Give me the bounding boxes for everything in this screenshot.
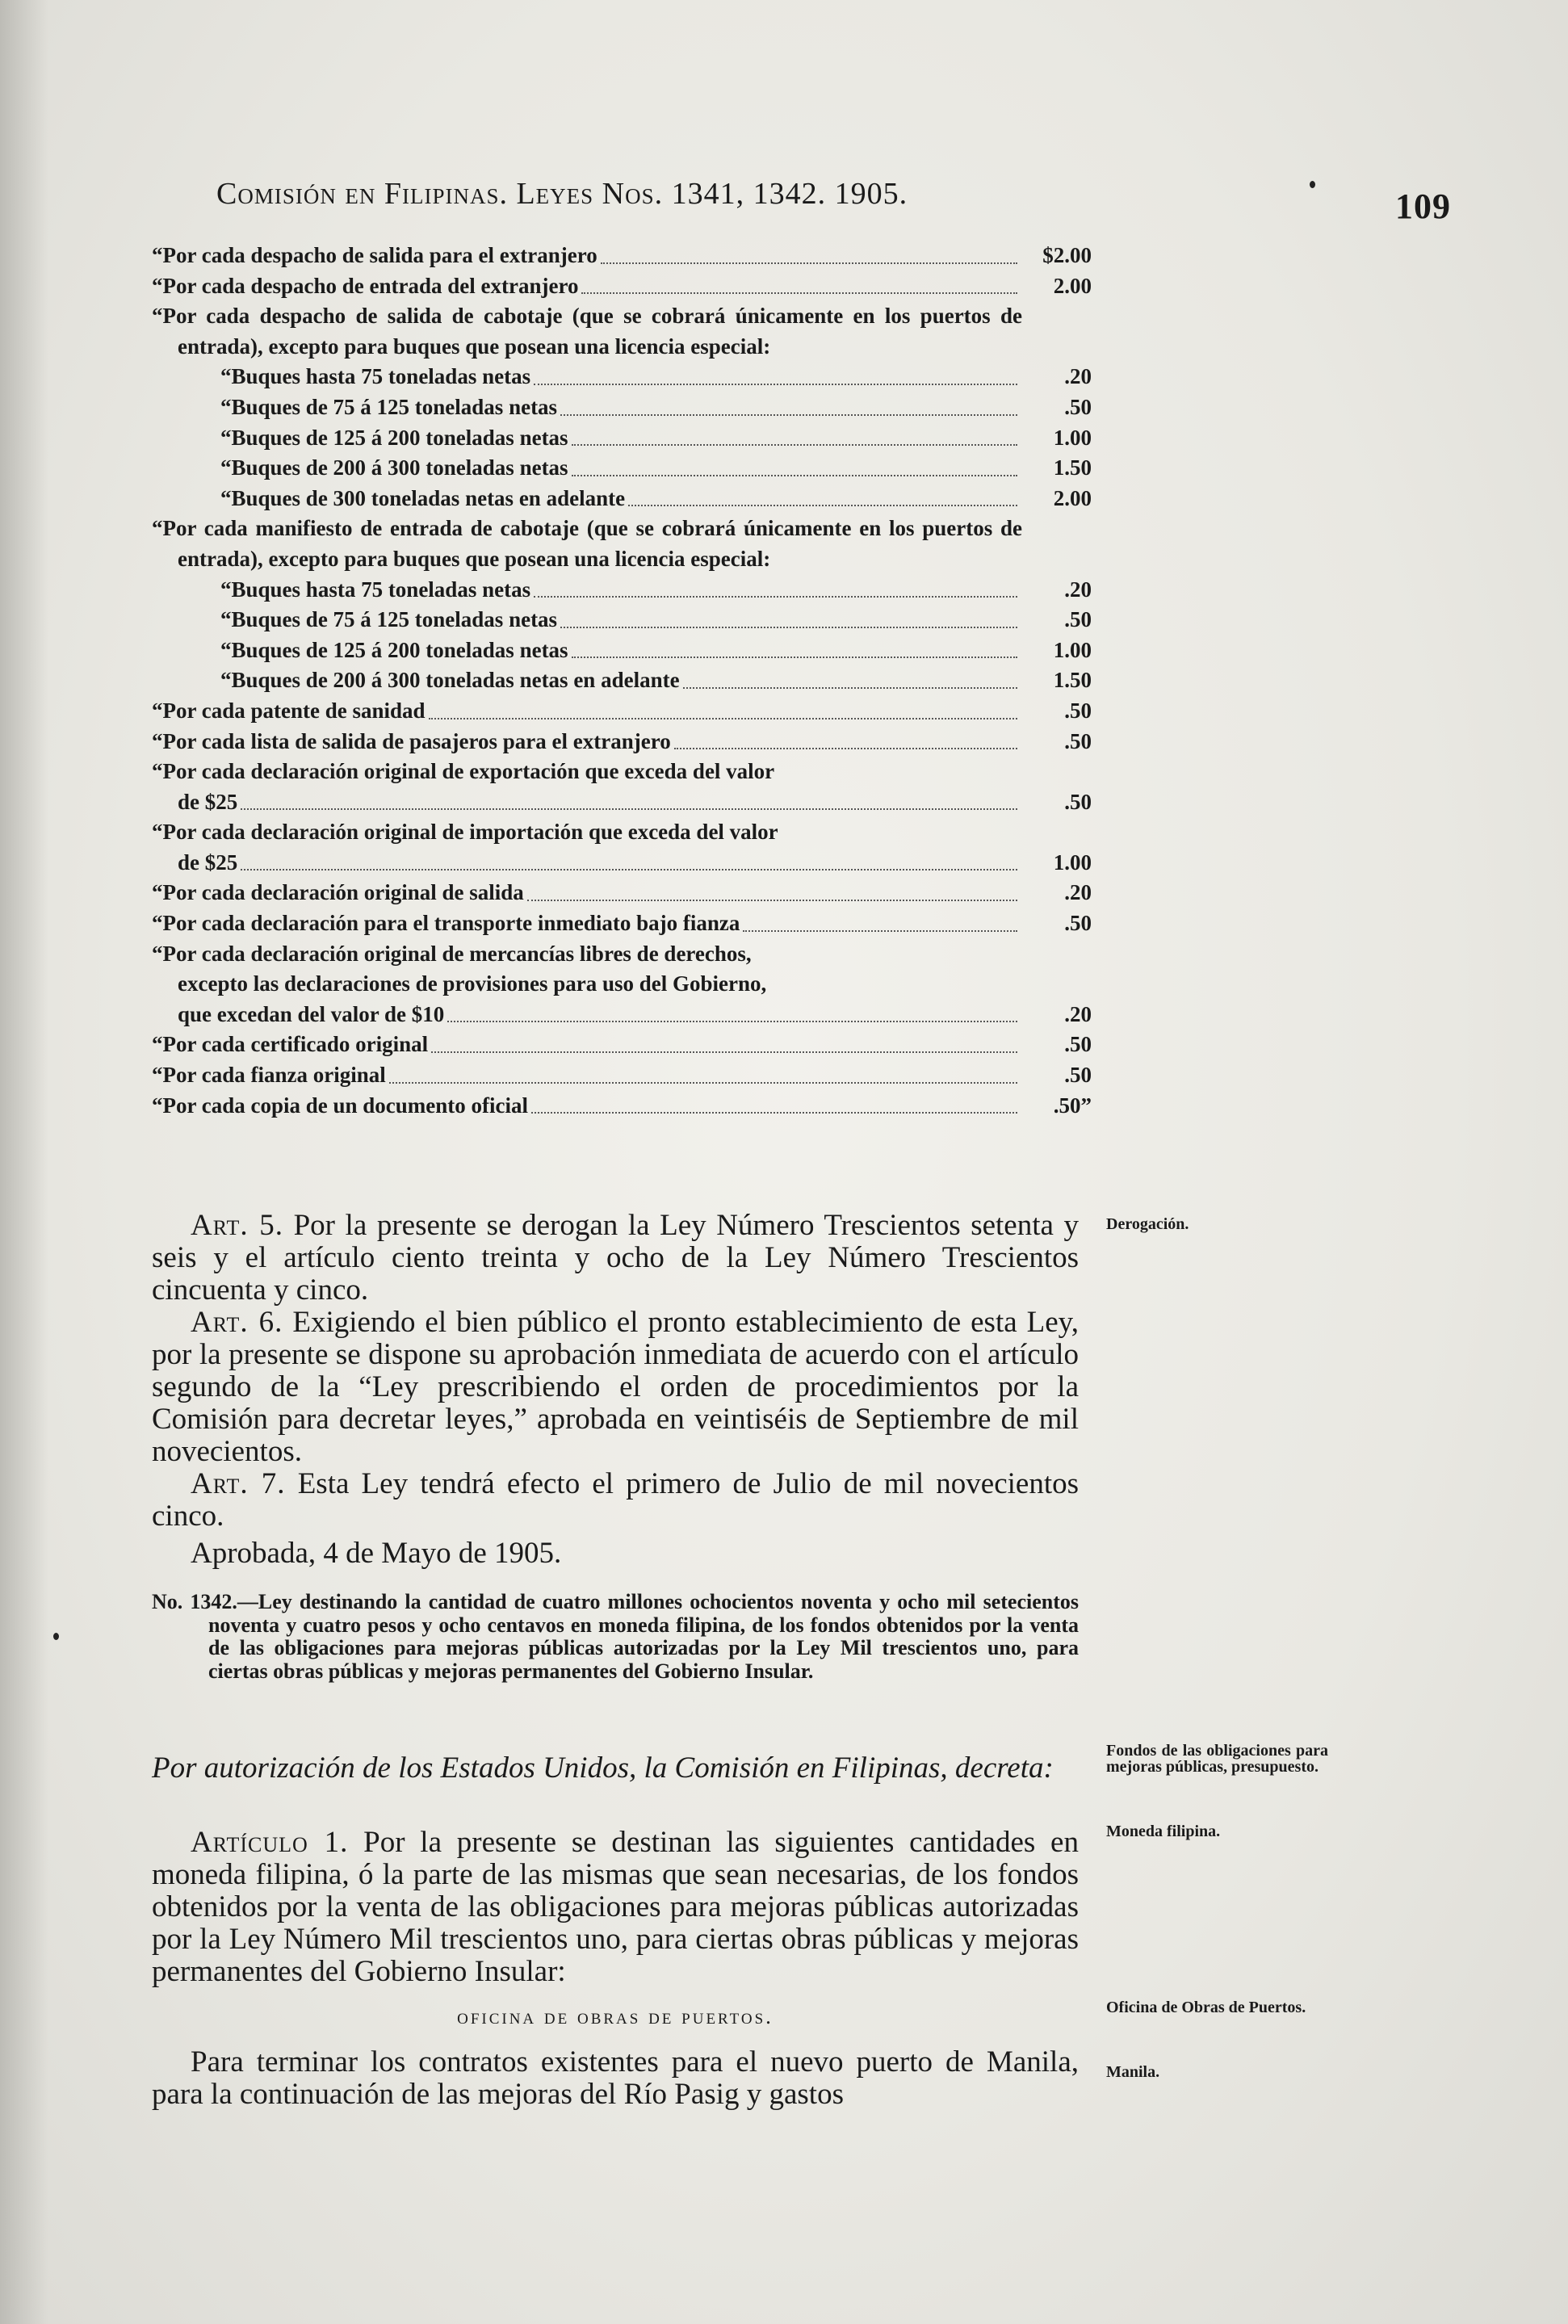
fee-row bbox=[152, 1091, 1092, 1122]
article-1-block bbox=[152, 1827, 1079, 1988]
fee-row bbox=[152, 362, 1092, 392]
fee-row bbox=[152, 605, 1092, 636]
dot-leader bbox=[572, 444, 1017, 446]
fee-row bbox=[152, 636, 1092, 666]
fee-amount: 2.00 bbox=[1053, 273, 1092, 298]
fee-amount: .50” bbox=[1053, 1093, 1092, 1118]
dot-leader bbox=[683, 687, 1017, 689]
fee-amount: 1.00 bbox=[1053, 425, 1092, 450]
fee-row bbox=[152, 848, 1092, 879]
dot-leader bbox=[527, 900, 1017, 901]
fee-line: “Por cada declaración original de exportación que exceda del valor bbox=[152, 759, 775, 784]
fee-amount: .50 bbox=[1064, 698, 1092, 723]
article-6: Art. 6. Exigiendo el bien público el pronto establecimiento de esta Ley, por la presente se dispone su aprobación inmediata de acuerdo con el artículo segundo de la “Ley prescribiendo el orden de procedimientos por la Comisión para decretar leyes,” aprobada en veintiséis de Septiembre de mil novecientos. bbox=[152, 1306, 1079, 1468]
ink-speck bbox=[53, 1633, 59, 1640]
fee-description: “Buques de 125 á 200 toneladas netas bbox=[220, 425, 568, 450]
fee-description: “Por cada copia de un documento oficial bbox=[152, 1093, 529, 1118]
dot-leader bbox=[431, 1051, 1017, 1053]
articles-block bbox=[152, 1210, 1079, 1570]
fee-amount: $2.00 bbox=[1042, 243, 1092, 267]
fee-amount: .50 bbox=[1064, 911, 1092, 936]
fee-row bbox=[152, 484, 1092, 514]
fee-schedule bbox=[152, 241, 1092, 1121]
section-heading: oficina de obras de puertos. bbox=[457, 2004, 774, 2028]
dot-leader bbox=[674, 748, 1017, 749]
dot-leader bbox=[534, 384, 1017, 385]
fee-description: que excedan del valor de $10 bbox=[178, 1001, 445, 1026]
fee-description: de $25 bbox=[178, 849, 238, 875]
fee-description: “Buques hasta 75 toneladas netas bbox=[220, 577, 531, 602]
fee-row bbox=[152, 1060, 1092, 1091]
dot-leader bbox=[560, 627, 1017, 628]
ink-speck bbox=[1310, 181, 1315, 188]
fee-row bbox=[152, 665, 1092, 696]
fee-description: “Por cada declaración original de salida bbox=[152, 880, 524, 905]
fee-description: “Buques de 75 á 125 toneladas netas bbox=[220, 607, 558, 632]
margin-note-derogacion: Derogación. bbox=[1106, 1215, 1189, 1233]
margin-note-moneda: Moneda filipina. bbox=[1106, 1823, 1221, 1840]
fee-description: “Por cada despacho de entrada del extranjero bbox=[152, 273, 579, 298]
enacting-clause: Por autorización de los Estados Unidos, la Comisión en Filipinas, decreta: bbox=[152, 1751, 1054, 1785]
fee-description: “Buques de 125 á 200 toneladas netas bbox=[220, 637, 568, 662]
final-paragraph: Para terminar los contratos existentes para el nuevo puerto de Manila, para la continuación de las mejoras del Río Pasig y gastos bbox=[152, 2045, 1079, 2111]
margin-note-manila: Manila. bbox=[1106, 2063, 1160, 2081]
fee-description: “Buques de 200 á 300 toneladas netas bbox=[220, 455, 568, 480]
fee-amount: .20 bbox=[1064, 1001, 1092, 1026]
fee-row bbox=[152, 1000, 1092, 1030]
fee-amount: .50 bbox=[1064, 607, 1092, 632]
fee-amount: .50 bbox=[1064, 728, 1092, 753]
article-5: Art. 5. Por la presente se derogan la Ley Número Trescientos setenta y seis y el artículo ciento treinta y ocho de la Ley Número Trescientos cincuenta y cinco. bbox=[152, 1209, 1079, 1307]
dot-leader bbox=[429, 718, 1017, 719]
fee-row bbox=[152, 392, 1092, 423]
law-summary-text: —Ley destinando la cantidad de cuatro millones ochocientos noventa y ocho mil setecientos noventa y cuatro pesos y ocho centavos en moneda filipina, de los fondos obtenidos por la venta de las obligaciones para mejoras públicas autorizadas por la Ley Mil trescientos uno, para ciertas obras públicas y mejoras permanentes del Gobierno Insular. bbox=[208, 1590, 1080, 1683]
fee-amount: .50 bbox=[1064, 394, 1092, 419]
fee-amount: .20 bbox=[1064, 577, 1092, 602]
fee-amount: 1.00 bbox=[1053, 849, 1092, 875]
fee-row bbox=[152, 575, 1092, 606]
fee-description: “Por cada patente de sanidad bbox=[152, 698, 426, 723]
fee-description: “Por cada despacho de salida para el extranjero bbox=[152, 243, 597, 267]
fee-heading: “Por cada manifiesto de entrada de cabotaje (que se cobrará únicamente en los puertos de entrada), excepto para buques que posean una licencia especial: bbox=[152, 516, 1022, 571]
fee-amount: 1.00 bbox=[1053, 637, 1092, 662]
fee-amount: 1.50 bbox=[1053, 455, 1092, 480]
dot-leader bbox=[241, 808, 1017, 810]
dot-leader bbox=[241, 869, 1017, 870]
fee-row bbox=[152, 453, 1092, 484]
dot-leader bbox=[628, 505, 1017, 506]
fee-row bbox=[152, 423, 1092, 454]
law-summary bbox=[152, 1591, 1079, 1683]
fee-amount: 1.50 bbox=[1053, 668, 1092, 693]
law-number: No. 1342. bbox=[152, 1590, 237, 1613]
fee-description: de $25 bbox=[178, 789, 238, 814]
final-paragraph-block bbox=[152, 2046, 1079, 2111]
dot-leader bbox=[572, 657, 1017, 658]
fee-row bbox=[152, 271, 1092, 302]
fee-row bbox=[152, 878, 1092, 908]
article-7: Art. 7. Esta Ley tendrá efecto el primero de Julio de mil novecientos cinco. bbox=[152, 1467, 1079, 1533]
page-number: 109 bbox=[1395, 187, 1451, 226]
fee-row bbox=[152, 1030, 1092, 1060]
fee-row bbox=[152, 727, 1092, 757]
fee-amount: .50 bbox=[1064, 1063, 1092, 1088]
fee-description: “Por cada declaración para el transporte inmediato bajo fianza bbox=[152, 911, 740, 936]
margin-note-oficina: Oficina de Obras de Puertos. bbox=[1106, 1999, 1306, 2016]
dot-leader bbox=[389, 1082, 1017, 1084]
fee-description: “Buques de 300 toneladas netas en adelante bbox=[220, 485, 626, 510]
dot-leader bbox=[572, 475, 1017, 476]
dot-leader bbox=[743, 930, 1017, 932]
fee-amount: .50 bbox=[1064, 789, 1092, 814]
fee-amount: .20 bbox=[1064, 880, 1092, 905]
fee-description: “Por cada certificado original bbox=[152, 1032, 429, 1057]
dot-leader bbox=[601, 262, 1017, 264]
fee-description: “Buques de 200 á 300 toneladas netas en adelante bbox=[220, 668, 680, 693]
page-header bbox=[216, 176, 1476, 224]
fee-row bbox=[152, 908, 1092, 939]
dot-leader bbox=[531, 1112, 1017, 1114]
approval-date: Aprobada, 4 de Mayo de 1905. bbox=[191, 1537, 562, 1570]
article-1: Artículo 1. Por la presente se destinan las siguientes cantidades en moneda filipina, ó la parte de las mismas que sean necesarias, de los fondos obtenidos por la venta de las obligaciones para mejoras públicas autorizadas por la Ley Número Mil trescientos uno, para ciertas obras públicas y mejoras permanentes del Gobierno Insular: bbox=[152, 1826, 1079, 1988]
fee-amount: 2.00 bbox=[1053, 485, 1092, 510]
dot-leader bbox=[534, 596, 1017, 598]
fee-line: “Por cada declaración original de mercancías libres de derechos, bbox=[152, 941, 752, 966]
fee-row bbox=[152, 696, 1092, 727]
fee-row bbox=[152, 241, 1092, 271]
fee-row bbox=[152, 787, 1092, 818]
margin-note-fondos: Fondos de las obligaciones para mejoras públicas, presupuesto. bbox=[1106, 1742, 1328, 1776]
fee-line: “Por cada declaración original de importación que exceda del valor bbox=[152, 820, 778, 845]
fee-line: excepto las declaraciones de provisiones para uso del Gobierno, bbox=[178, 971, 767, 996]
fee-description: “Buques hasta 75 toneladas netas bbox=[220, 364, 531, 389]
dot-leader bbox=[447, 1021, 1017, 1022]
dot-leader bbox=[581, 292, 1017, 294]
running-title: Comisión en Filipinas. Leyes Nos. 1341, 1342. 1905. bbox=[216, 177, 908, 211]
fee-description: “Por cada lista de salida de pasajeros para el extranjero bbox=[152, 728, 671, 753]
dot-leader bbox=[560, 414, 1017, 416]
fee-heading: “Por cada despacho de salida de cabotaje (que se cobrará únicamente en los puertos de entrada), excepto para buques que posean una licencia especial: bbox=[152, 304, 1022, 359]
fee-amount: .20 bbox=[1064, 364, 1092, 389]
fee-description: “Buques de 75 á 125 toneladas netas bbox=[220, 394, 558, 419]
fee-description: “Por cada fianza original bbox=[152, 1063, 386, 1088]
fee-amount: .50 bbox=[1064, 1032, 1092, 1057]
